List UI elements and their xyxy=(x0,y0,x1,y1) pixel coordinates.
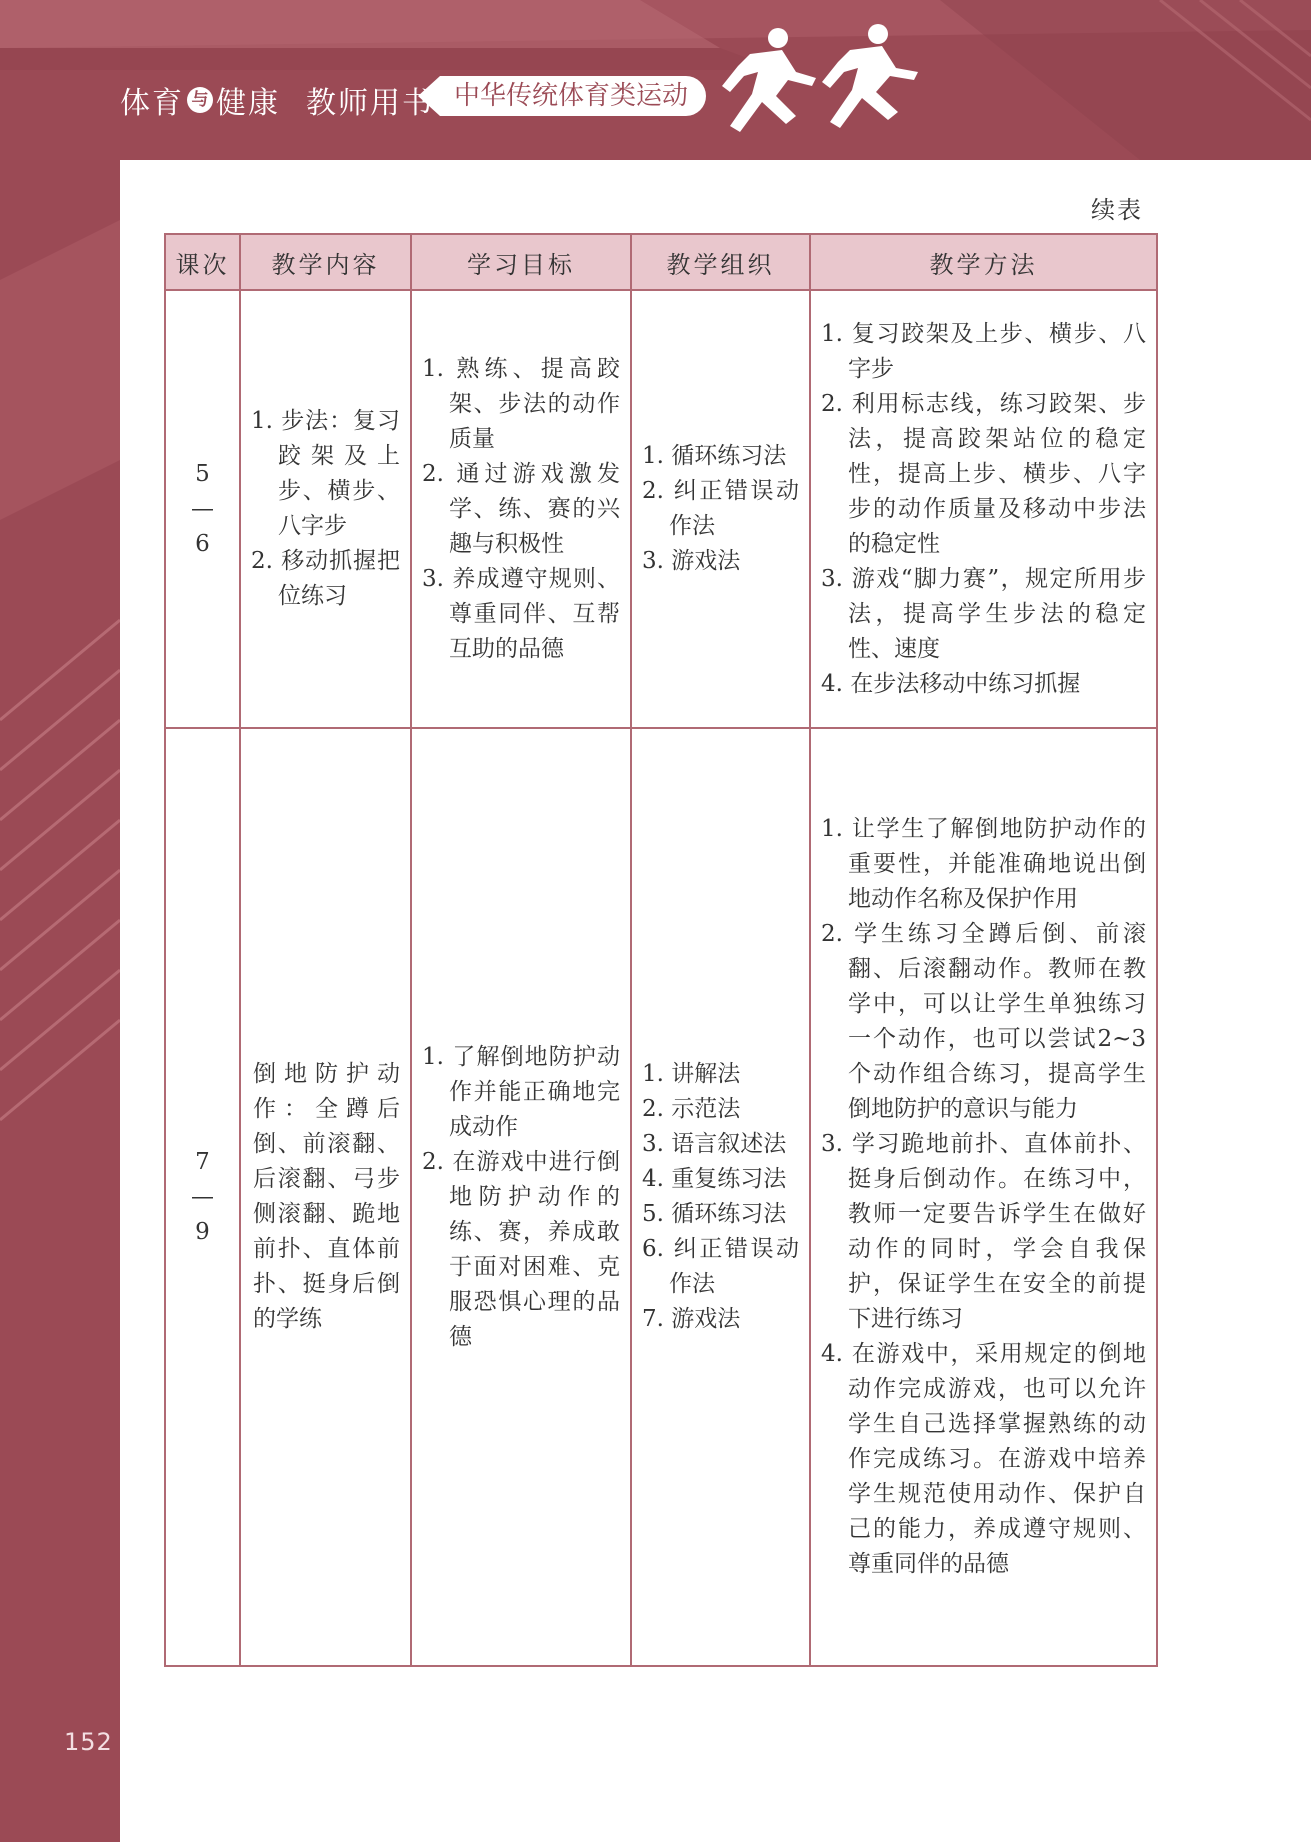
list-item: 2. 纠正错误动作法 xyxy=(642,478,799,539)
header-lesson: 课次 xyxy=(165,234,240,290)
left-sidebar-band xyxy=(0,160,120,1842)
list-item: 3. 养成遵守规则、尊重同伴、互帮互助的品德 xyxy=(422,565,620,662)
methods-cell xyxy=(810,728,1157,1666)
table-row xyxy=(165,728,1157,1666)
lesson-plan-table xyxy=(164,233,1158,1667)
book-subtitle: 教师用书 xyxy=(306,86,434,121)
page-header-band xyxy=(0,0,1311,160)
list-item: 2. 利用标志线，练习跤架、步法，提高跤架站位的稳定性，提高上步、横步、八字步的动作质量及移动中步法的稳定性 xyxy=(821,390,1146,557)
organization-cell xyxy=(631,290,810,728)
list-item: 3. 游戏“脚力赛”，规定所用步法，提高学生步法的稳定性、速度 xyxy=(821,565,1146,662)
list-item: 1. 熟练、提高跤架、步法的动作质量 xyxy=(422,355,620,452)
table-row xyxy=(165,290,1157,728)
table-header-row xyxy=(165,234,1157,290)
header-goals: 学习目标 xyxy=(411,234,631,290)
book-title-amp: 与 xyxy=(187,87,213,113)
list-item: 2. 移动抓握把位练习 xyxy=(251,548,400,609)
sidebar-stripes-decoration xyxy=(0,160,120,1842)
lesson-number-cell: 7 — 9 xyxy=(165,728,240,1666)
header-organization: 教学组织 xyxy=(631,234,810,290)
content-cell xyxy=(240,290,411,728)
content-cell xyxy=(240,728,411,1666)
list-item: 3. 语言叙述法 xyxy=(642,1131,787,1157)
list-item: 2. 通过游戏激发学、练、赛的兴趣与积极性 xyxy=(422,460,620,557)
list-item: 5. 循环练习法 xyxy=(642,1201,787,1227)
list-item: 1. 讲解法 xyxy=(642,1061,741,1087)
list-item: 2. 学生练习全蹲后倒、前滚翻、后滚翻动作。教师在教学中，可以让学生单独练习一个动作，也可以尝试2~3个动作组合练习，提高学生倒地防护的意识与能力 xyxy=(821,921,1146,1122)
book-title-part2: 健康 xyxy=(216,86,280,121)
list-item: 1. 让学生了解倒地防护动作的重要性，并能准确地说出倒地动作名称及保护作用 xyxy=(821,816,1146,912)
page-number: 152 xyxy=(64,1728,113,1756)
list-item: 4. 在游戏中，采用规定的倒地动作完成游戏，也可以允许学生自己选择掌握熟练的动作完成练习。在游戏中培养学生规范使用动作、保护自己的能力，养成遵守规则、尊重同伴的品德 xyxy=(821,1341,1146,1577)
header-content: 教学内容 xyxy=(240,234,411,290)
list-item: 2. 在游戏中进行倒地防护动作的练、赛，养成敢于面对困难、克服恐惧心理的品德 xyxy=(422,1148,620,1350)
list-item: 4. 重复练习法 xyxy=(642,1166,787,1192)
book-title-part1: 体育 xyxy=(120,86,184,121)
list-item: 1. 复习跤架及上步、横步、八字步 xyxy=(821,320,1146,382)
list-item: 6. 纠正错误动作法 xyxy=(642,1236,799,1297)
list-item: 1. 循环练习法 xyxy=(642,443,787,469)
list-item: 3. 游戏法 xyxy=(642,548,741,574)
list-item: 2. 示范法 xyxy=(642,1096,741,1122)
header-methods: 教学方法 xyxy=(810,234,1157,290)
list-item: 1. 了解倒地防护动作并能正确地完成动作 xyxy=(422,1043,620,1140)
list-item: 1. 步法：复习跤架及上步、横步、八字步 xyxy=(251,408,400,539)
section-tag: 中华传统体育类运动 xyxy=(440,76,706,116)
content-text: 倒地防护动作：全蹲后倒、前滚翻、后滚翻、弓步侧滚翻、跪地前扑、直体前扑、挺身后倒的学练 xyxy=(253,1061,400,1332)
methods-cell xyxy=(810,290,1157,728)
goals-cell xyxy=(411,290,631,728)
goals-cell xyxy=(411,728,631,1666)
list-item: 4. 在步法移动中练习抓握 xyxy=(821,670,1081,697)
list-item: 7. 游戏法 xyxy=(642,1306,741,1332)
list-item: 3. 学习跪地前扑、直体前扑、挺身后倒动作。在练习中，教师一定要告诉学生在做好动作的同时，学会自我保护，保证学生在安全的前提下进行练习 xyxy=(821,1131,1146,1332)
runners-icon xyxy=(700,20,930,140)
lesson-number-cell: 5 — 6 xyxy=(165,290,240,728)
book-title xyxy=(120,78,434,122)
organization-cell xyxy=(631,728,810,1666)
continued-label: 续表 xyxy=(1091,196,1143,224)
